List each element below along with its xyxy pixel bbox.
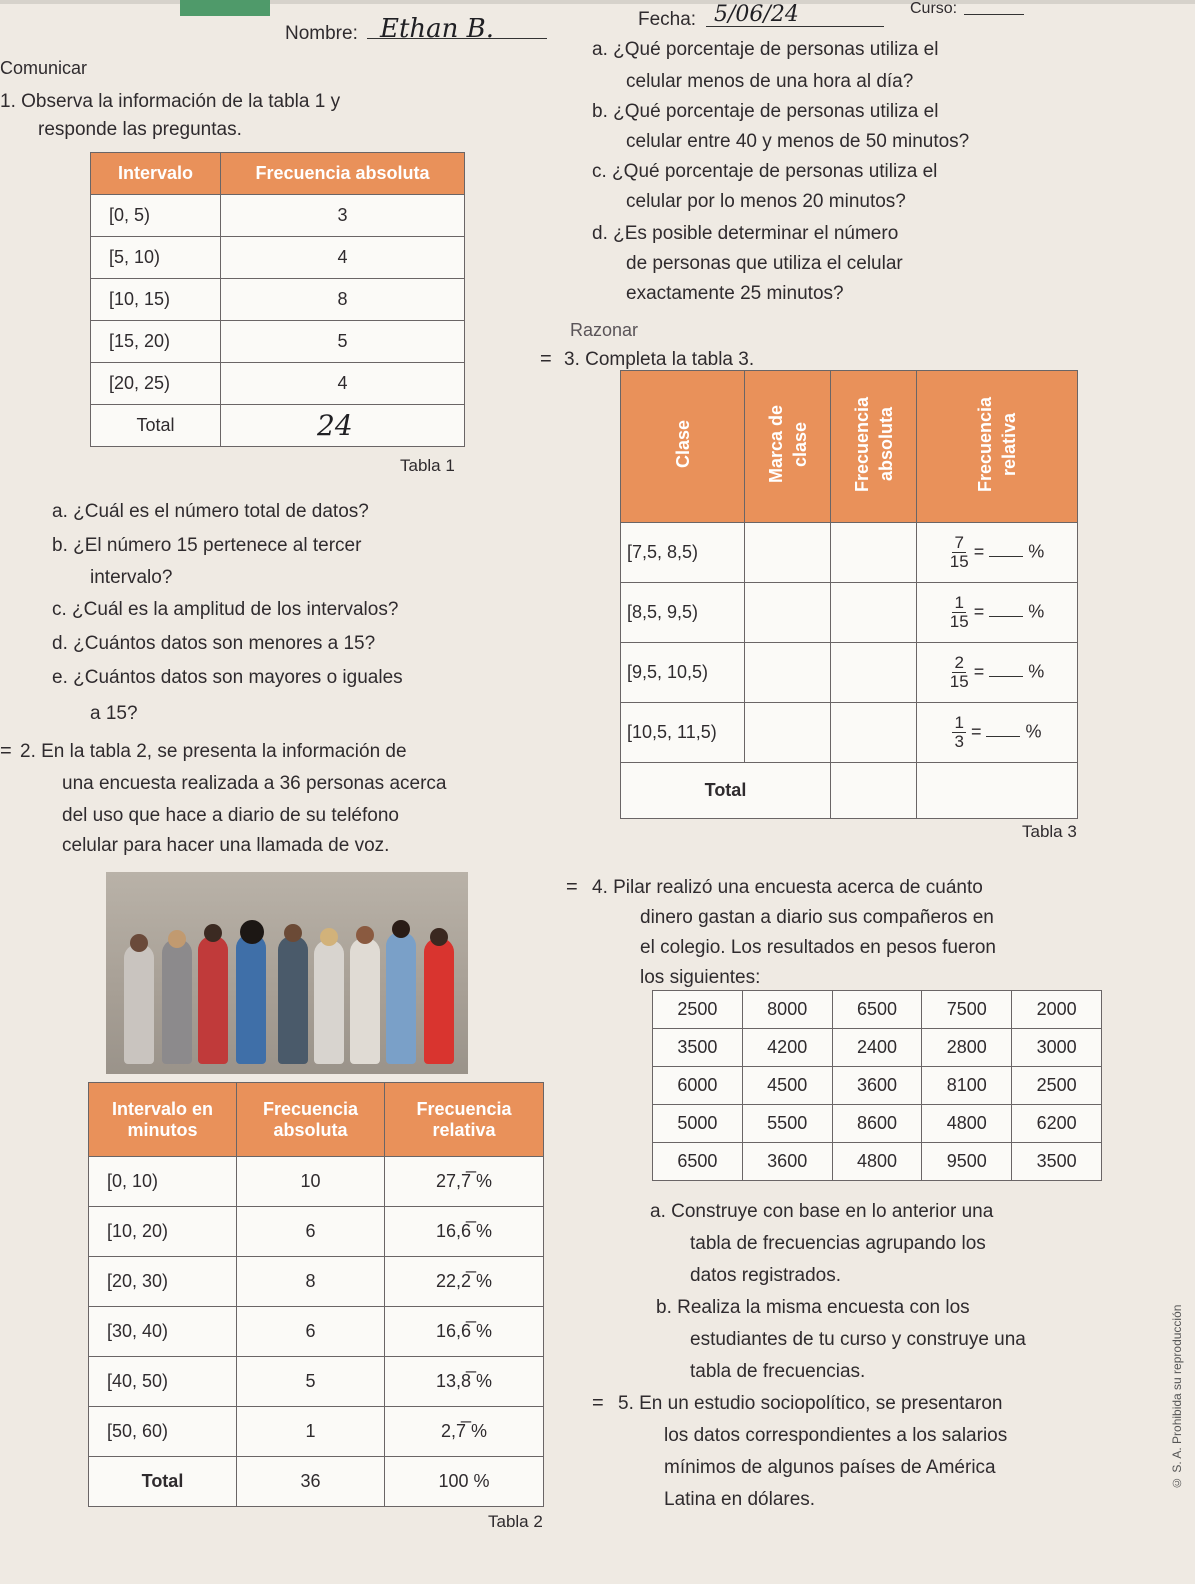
question-4b-line3: tabla de frecuencias. [690,1361,866,1382]
table1-cell: 8 [221,279,465,321]
table4-cell: 8100 [922,1067,1012,1105]
fraction-num: 1 [954,713,964,732]
question-4-line2: dinero gastan a diario sus compañeros en [640,907,994,928]
question-d-line1: d. ¿Es posible determinar el número [592,223,899,244]
table-4 [652,990,1102,1181]
table4-cell: 3600 [832,1067,922,1105]
table2-cell: 10 [237,1157,385,1207]
question-4a-line2: tabla de frecuencias agrupando los [690,1233,986,1254]
table2-cell: 16,6̅ % [385,1207,544,1257]
table1-header: Intervalo [91,153,221,195]
fraction-den: 3 [954,732,964,751]
question-d-line3: exactamente 25 minutos? [626,283,844,304]
question-4a-line1: a. Construye con base en lo anterior una [650,1201,994,1222]
equals-sign: = [973,541,985,562]
question-a-line2: celular menos de una hora al día? [626,71,914,92]
table1-total-value: 24 [317,409,353,442]
question-d-line2: de personas que utiliza el celular [626,253,903,274]
table4-cell: 6500 [832,991,922,1029]
question-4b-line2: estudiantes de tu curso y construye una [690,1329,1026,1350]
question-2-line3: del uso que hace a diario de su teléfono [62,805,399,826]
table2-cell: 2,7̅ % [385,1407,544,1457]
table1-caption: Tabla 1 [400,456,455,475]
curso-line [964,14,1024,15]
table2-cell: [20, 30) [89,1257,237,1307]
fecha-label: Fecha: [638,9,697,30]
fraction-num: 1 [954,593,964,612]
percent-sign: % [1028,661,1045,682]
answer-blank[interactable] [986,723,1020,737]
table2-cell: 22,2̅ % [385,1257,544,1307]
table3-clase: [10,5, 11,5) [621,703,745,763]
equal-icon: = [592,1392,604,1414]
table3-total-label: Total [621,763,831,819]
table4-cell: 8600 [832,1105,922,1143]
fraction-den: 15 [949,612,969,631]
table1-cell: [5, 10) [91,237,221,279]
equals-sign: = [973,601,985,622]
table1-cell: 4 [221,363,465,405]
question-5-line1: 5. En un estudio sociopolítico, se presentaron [618,1393,1003,1414]
table1-cell: [20, 25) [91,363,221,405]
table1-cell: 3 [221,195,465,237]
table2-cell: 27,7̅ % [385,1157,544,1207]
table4-cell: 3500 [653,1029,743,1067]
percent-sign: % [1028,601,1045,622]
table4-cell: 6000 [653,1067,743,1105]
unit-tab [180,0,270,16]
question-4-line4: los siguientes: [640,967,761,988]
table4-cell: 6500 [653,1143,743,1181]
table3-clase: [9,5, 10,5) [621,643,745,703]
table3-header: Clase [672,419,693,469]
question-2-line1: 2. En la tabla 2, se presenta la información de [20,741,407,762]
table2-cell: [30, 40) [89,1307,237,1357]
question-1e-line2: a 15? [90,703,138,724]
section-razonar: Razonar [570,320,639,340]
table4-cell: 3600 [742,1143,832,1181]
table3-header: Frecuencia absoluta [851,396,896,492]
table4-cell: 3000 [1012,1029,1102,1067]
equal-icon: = [566,876,578,898]
table4-cell: 8000 [742,991,832,1029]
table1-cell: 4 [221,237,465,279]
table2-caption: Tabla 2 [488,1512,543,1531]
table1-cell: [10, 15) [91,279,221,321]
table2-header: Intervalo en minutos [89,1083,237,1157]
table2-cell: 8 [237,1257,385,1307]
equal-icon: = [0,740,12,762]
table4-cell: 6200 [1012,1105,1102,1143]
table2-total-abs: 36 [237,1457,385,1507]
curso-label: Curso: [910,0,958,17]
question-b-line1: b. ¿Qué porcentaje de personas utiliza el [592,101,939,122]
equals-sign: = [973,661,985,682]
question-1e-line1: e. ¿Cuántos datos son mayores o iguales [52,667,403,688]
table-2 [88,1082,544,1507]
table2-cell: 6 [237,1307,385,1357]
table2-header: Frecuencia absoluta [237,1083,385,1157]
table2-cell: 6 [237,1207,385,1257]
fraction-num: 2 [954,653,964,672]
table4-cell: 4200 [742,1029,832,1067]
question-1c: c. ¿Cuál es la amplitud de los intervalos? [52,599,399,620]
table1-cell: [0, 5) [91,195,221,237]
table3-clase: [7,5, 8,5) [621,523,745,583]
table1-cell: [15, 20) [91,321,221,363]
question-4a-line3: datos registrados. [690,1265,842,1286]
table2-cell: 16,6̅ % [385,1307,544,1357]
nombre-value: Ethan B. [380,14,495,44]
table4-cell: 2500 [1012,1067,1102,1105]
table2-cell: 1 [237,1407,385,1457]
question-c-line2: celular por lo menos 20 minutos? [626,191,906,212]
question-5-line2: los datos correspondientes a los salarios [664,1425,1008,1446]
table4-cell: 2500 [653,991,743,1029]
table4-cell: 4800 [922,1105,1012,1143]
table1-cell: 5 [221,321,465,363]
table4-cell: 5000 [653,1105,743,1143]
table2-total-rel: 100 % [385,1457,544,1507]
table2-cell: [50, 60) [89,1407,237,1457]
table2-cell: 5 [237,1357,385,1407]
question-c-line1: c. ¿Qué porcentaje de personas utiliza el [592,161,938,182]
question-1a: a. ¿Cuál es el número total de datos? [52,501,369,522]
question-1b-line1: b. ¿El número 15 pertenece al tercer [52,535,362,556]
table4-cell: 4800 [832,1143,922,1181]
table4-cell: 2800 [922,1029,1012,1067]
table2-cell: [10, 20) [89,1207,237,1257]
fraction-den: 15 [949,552,969,571]
equal-icon: = [540,348,552,370]
question-b-line2: celular entre 40 y menos de 50 minutos? [626,131,970,152]
question-2-line4: celular para hacer una llamada de voz. [62,835,390,856]
table4-cell: 9500 [922,1143,1012,1181]
nombre-label: Nombre: [285,23,358,44]
table2-cell: [40, 50) [89,1357,237,1407]
question-5-line3: mínimos de algunos países de América [664,1457,996,1478]
fraction-num: 7 [954,533,964,552]
table3-header: Marca de clase [765,404,810,484]
table2-total-label: Total [89,1457,237,1507]
table4-cell: 4500 [742,1067,832,1105]
table1-total-label: Total [91,405,221,447]
question-4-line3: el colegio. Los resultados en pesos fueron [640,937,996,958]
table4-cell: 5500 [742,1105,832,1143]
copyright-note: © S. A. Prohibida su reproducción [1170,1304,1184,1490]
question-2-line2: una encuesta realizada a 36 personas acerca [62,773,447,794]
table4-cell: 2400 [832,1029,922,1067]
table3-header: Frecuencia relativa [975,396,1019,492]
table4-cell: 2000 [1012,991,1102,1029]
table2-cell: 13,8̅ % [385,1357,544,1407]
percent-sign: % [1025,721,1042,742]
table-1 [90,152,465,447]
question-1-line1: 1. Observa la información de la tabla 1 y [0,91,341,112]
table4-cell: 7500 [922,991,1012,1029]
equals-sign: = [970,721,982,742]
question-1b-line2: intervalo? [90,567,173,588]
table2-cell: [0, 10) [89,1157,237,1207]
table4-cell: 3500 [1012,1143,1102,1181]
table2-header: Frecuencia relativa [385,1083,544,1157]
fecha-value: 5/06/24 [714,2,799,27]
percent-sign: % [1028,541,1045,562]
table-3 [620,370,1078,819]
question-a-line1: a. ¿Qué porcentaje de personas utiliza el [592,39,939,60]
answer-blank[interactable] [989,663,1023,677]
answer-blank[interactable] [989,603,1023,617]
question-1d: d. ¿Cuántos datos son menores a 15? [52,633,376,654]
table1-header: Frecuencia absoluta [221,153,465,195]
question-4-line1: 4. Pilar realizó una encuesta acerca de cuánto [592,877,983,898]
answer-blank[interactable] [989,543,1023,557]
section-comunicar: Comunicar [0,58,88,78]
people-phones-photo [106,872,468,1074]
table3-caption: Tabla 3 [1022,822,1077,841]
question-3: 3. Completa la tabla 3. [564,349,755,370]
table3-clase: [8,5, 9,5) [621,583,745,643]
question-4b-line1: b. Realiza la misma encuesta con los [656,1297,970,1318]
fraction-den: 15 [949,672,969,691]
question-1-line2: responde las preguntas. [38,119,242,140]
question-5-line4: Latina en dólares. [664,1489,816,1510]
